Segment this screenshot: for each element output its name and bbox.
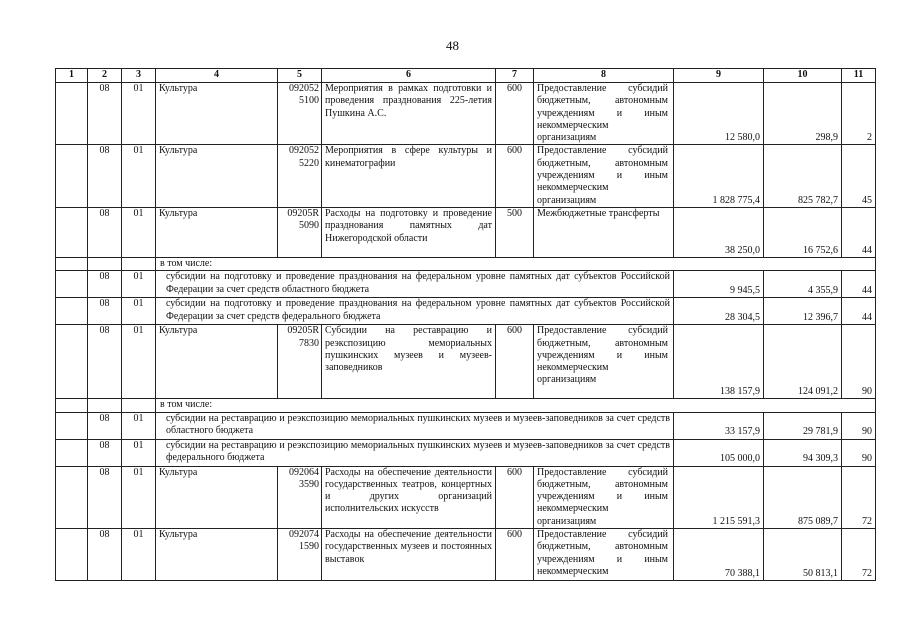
cell-subsection: 01 (122, 298, 156, 325)
cell-expense-type-code: 600 (496, 466, 534, 528)
table-row (56, 271, 876, 298)
cell-col-1 (56, 325, 88, 399)
cell-amount-plan: 138 157,9 (674, 325, 764, 399)
cell-percent: 72 (842, 466, 876, 528)
cell-subsection: 01 (122, 83, 156, 145)
cell-section-name: Культура (156, 466, 278, 528)
cell-col-1 (56, 466, 88, 528)
cell-expense-type-name: Предоставление субсидий бюджетным, автономным учреждениям и иным некоммерческим (534, 529, 674, 581)
cell-amount-actual: 875 089,7 (764, 466, 842, 528)
column-header-7: 7 (496, 69, 534, 83)
budget-table (55, 68, 876, 581)
cell-section: 08 (88, 529, 122, 581)
cell-percent: 90 (842, 412, 876, 439)
cell-expense-name: Мероприятия в сфере культуры и кинематографии (322, 145, 496, 207)
cell-expense-type-code: 600 (496, 145, 534, 207)
cell-amount-plan: 12 580,0 (674, 83, 764, 145)
cell-col-1 (56, 271, 88, 298)
cell-including-label: в том числе: (156, 399, 876, 412)
cell-amount-actual: 12 396,7 (764, 298, 842, 325)
cell-target-code: 092074 1590 (278, 529, 322, 581)
cell-percent: 90 (842, 439, 876, 466)
cell-amount-plan: 1 215 591,3 (674, 466, 764, 528)
cell-col-1 (56, 412, 88, 439)
cell-including-label: в том числе: (156, 257, 876, 270)
cell-col-1 (56, 145, 88, 207)
cell-percent: 44 (842, 271, 876, 298)
cell-col-1 (56, 399, 88, 412)
cell-amount-actual: 4 355,9 (764, 271, 842, 298)
cell-subsidy-description: субсидии на реставрацию и реэкспозицию мемориальных пушкинских музеев и музеев-заповедников за счет средств областного бюджета (156, 412, 674, 439)
table-row (56, 145, 876, 207)
cell-amount-actual: 50 813,1 (764, 529, 842, 581)
cell-amount-plan: 70 388,1 (674, 529, 764, 581)
cell-expense-type-name: Предоставление субсидий бюджетным, автономным учреждениям и иным некоммерческим организациям (534, 325, 674, 399)
cell-amount-plan: 105 000,0 (674, 439, 764, 466)
cell-amount-actual: 29 781,9 (764, 412, 842, 439)
cell-section: 08 (88, 325, 122, 399)
table-row (56, 207, 876, 257)
column-header-1: 1 (56, 69, 88, 83)
cell-col-3 (122, 399, 156, 412)
cell-expense-name: Расходы на подготовку и проведение празднования памятных дат Нижегородской области (322, 207, 496, 257)
column-header-6: 6 (322, 69, 496, 83)
cell-subsection: 01 (122, 466, 156, 528)
cell-target-code: 092052 5100 (278, 83, 322, 145)
cell-section: 08 (88, 412, 122, 439)
cell-target-code: 092064 3590 (278, 466, 322, 528)
cell-col-1 (56, 207, 88, 257)
table-row (56, 466, 876, 528)
cell-percent: 44 (842, 298, 876, 325)
cell-amount-actual: 94 309,3 (764, 439, 842, 466)
cell-amount-actual: 825 782,7 (764, 145, 842, 207)
column-header-9: 9 (674, 69, 764, 83)
column-header-3: 3 (122, 69, 156, 83)
cell-amount-plan: 9 945,5 (674, 271, 764, 298)
cell-col-2 (88, 257, 122, 270)
cell-amount-actual: 298,9 (764, 83, 842, 145)
table-row (56, 439, 876, 466)
cell-expense-type-name: Предоставление субсидий бюджетным, автономным учреждениям и иным некоммерческим организациям (534, 83, 674, 145)
cell-expense-type-code: 600 (496, 83, 534, 145)
cell-subsection: 01 (122, 145, 156, 207)
table-row (56, 257, 876, 270)
column-header-10: 10 (764, 69, 842, 83)
cell-percent: 2 (842, 83, 876, 145)
cell-percent: 72 (842, 529, 876, 581)
cell-amount-actual: 124 091,2 (764, 325, 842, 399)
cell-section: 08 (88, 83, 122, 145)
cell-expense-type-code: 500 (496, 207, 534, 257)
cell-amount-plan: 33 157,9 (674, 412, 764, 439)
cell-subsection: 01 (122, 325, 156, 399)
cell-percent: 45 (842, 145, 876, 207)
cell-amount-plan: 1 828 775,4 (674, 145, 764, 207)
cell-expense-type-code: 600 (496, 325, 534, 399)
cell-col-1 (56, 83, 88, 145)
cell-col-1 (56, 529, 88, 581)
column-header-5: 5 (278, 69, 322, 83)
cell-amount-plan: 38 250,0 (674, 207, 764, 257)
cell-expense-type-name: Межбюджетные трансферты (534, 207, 674, 257)
cell-target-code: 092052 5220 (278, 145, 322, 207)
cell-subsection: 01 (122, 207, 156, 257)
cell-expense-type-name: Предоставление субсидий бюджетным, автономным учреждениям и иным некоммерческим организациям (534, 466, 674, 528)
cell-target-code: 09205R 5090 (278, 207, 322, 257)
table-row (56, 399, 876, 412)
column-header-4: 4 (156, 69, 278, 83)
cell-subsection: 01 (122, 271, 156, 298)
cell-expense-name: Субсидии на реставрацию и реэкспозицию мемориальных пушкинских музеев и музеев-заповедников (322, 325, 496, 399)
cell-expense-name: Мероприятия в рамках подготовки и проведения празднования 225-летия Пушкина А.С. (322, 83, 496, 145)
cell-section: 08 (88, 298, 122, 325)
page-number: 48 (446, 38, 459, 53)
cell-section-name: Культура (156, 325, 278, 399)
cell-expense-type-name: Предоставление субсидий бюджетным, автономным учреждениям и иным некоммерческим организациям (534, 145, 674, 207)
column-header-8: 8 (534, 69, 674, 83)
cell-expense-name: Расходы на обеспечение деятельности государственных музеев и постоянных выставок (322, 529, 496, 581)
cell-target-code: 09205R 7830 (278, 325, 322, 399)
cell-section: 08 (88, 271, 122, 298)
cell-subsection: 01 (122, 529, 156, 581)
cell-percent: 44 (842, 207, 876, 257)
cell-col-3 (122, 257, 156, 270)
cell-col-2 (88, 399, 122, 412)
column-header-2: 2 (88, 69, 122, 83)
cell-section: 08 (88, 145, 122, 207)
cell-col-1 (56, 298, 88, 325)
cell-subsidy-description: субсидии на подготовку и проведение празднования на федеральном уровне памятных дат субъектов Российской Федерации за счет средств областного бюджета (156, 271, 674, 298)
cell-expense-type-code: 600 (496, 529, 534, 581)
cell-section-name: Культура (156, 529, 278, 581)
table-row (56, 412, 876, 439)
table-row (56, 298, 876, 325)
cell-section: 08 (88, 207, 122, 257)
cell-percent: 90 (842, 325, 876, 399)
cell-section-name: Культура (156, 207, 278, 257)
table-row (56, 83, 876, 145)
column-header-11: 11 (842, 69, 876, 83)
cell-subsidy-description: субсидии на подготовку и проведение празднования на федеральном уровне памятных дат субъектов Российской Федерации за счет средств федерального бюджета (156, 298, 674, 325)
cell-amount-actual: 16 752,6 (764, 207, 842, 257)
table-body (56, 83, 876, 581)
table-header-row (56, 69, 876, 83)
cell-subsidy-description: субсидии на реставрацию и реэкспозицию мемориальных пушкинских музеев и музеев-заповедников за счет средств федерального бюджета (156, 439, 674, 466)
cell-section-name: Культура (156, 145, 278, 207)
cell-section: 08 (88, 466, 122, 528)
cell-col-1 (56, 439, 88, 466)
table-row (56, 325, 876, 399)
table-row (56, 529, 876, 581)
cell-amount-plan: 28 304,5 (674, 298, 764, 325)
cell-subsection: 01 (122, 412, 156, 439)
cell-col-1 (56, 257, 88, 270)
cell-section-name: Культура (156, 83, 278, 145)
cell-section: 08 (88, 439, 122, 466)
cell-subsection: 01 (122, 439, 156, 466)
cell-expense-name: Расходы на обеспечение деятельности государственных театров, концертных и других организаций исполнительских искусств (322, 466, 496, 528)
